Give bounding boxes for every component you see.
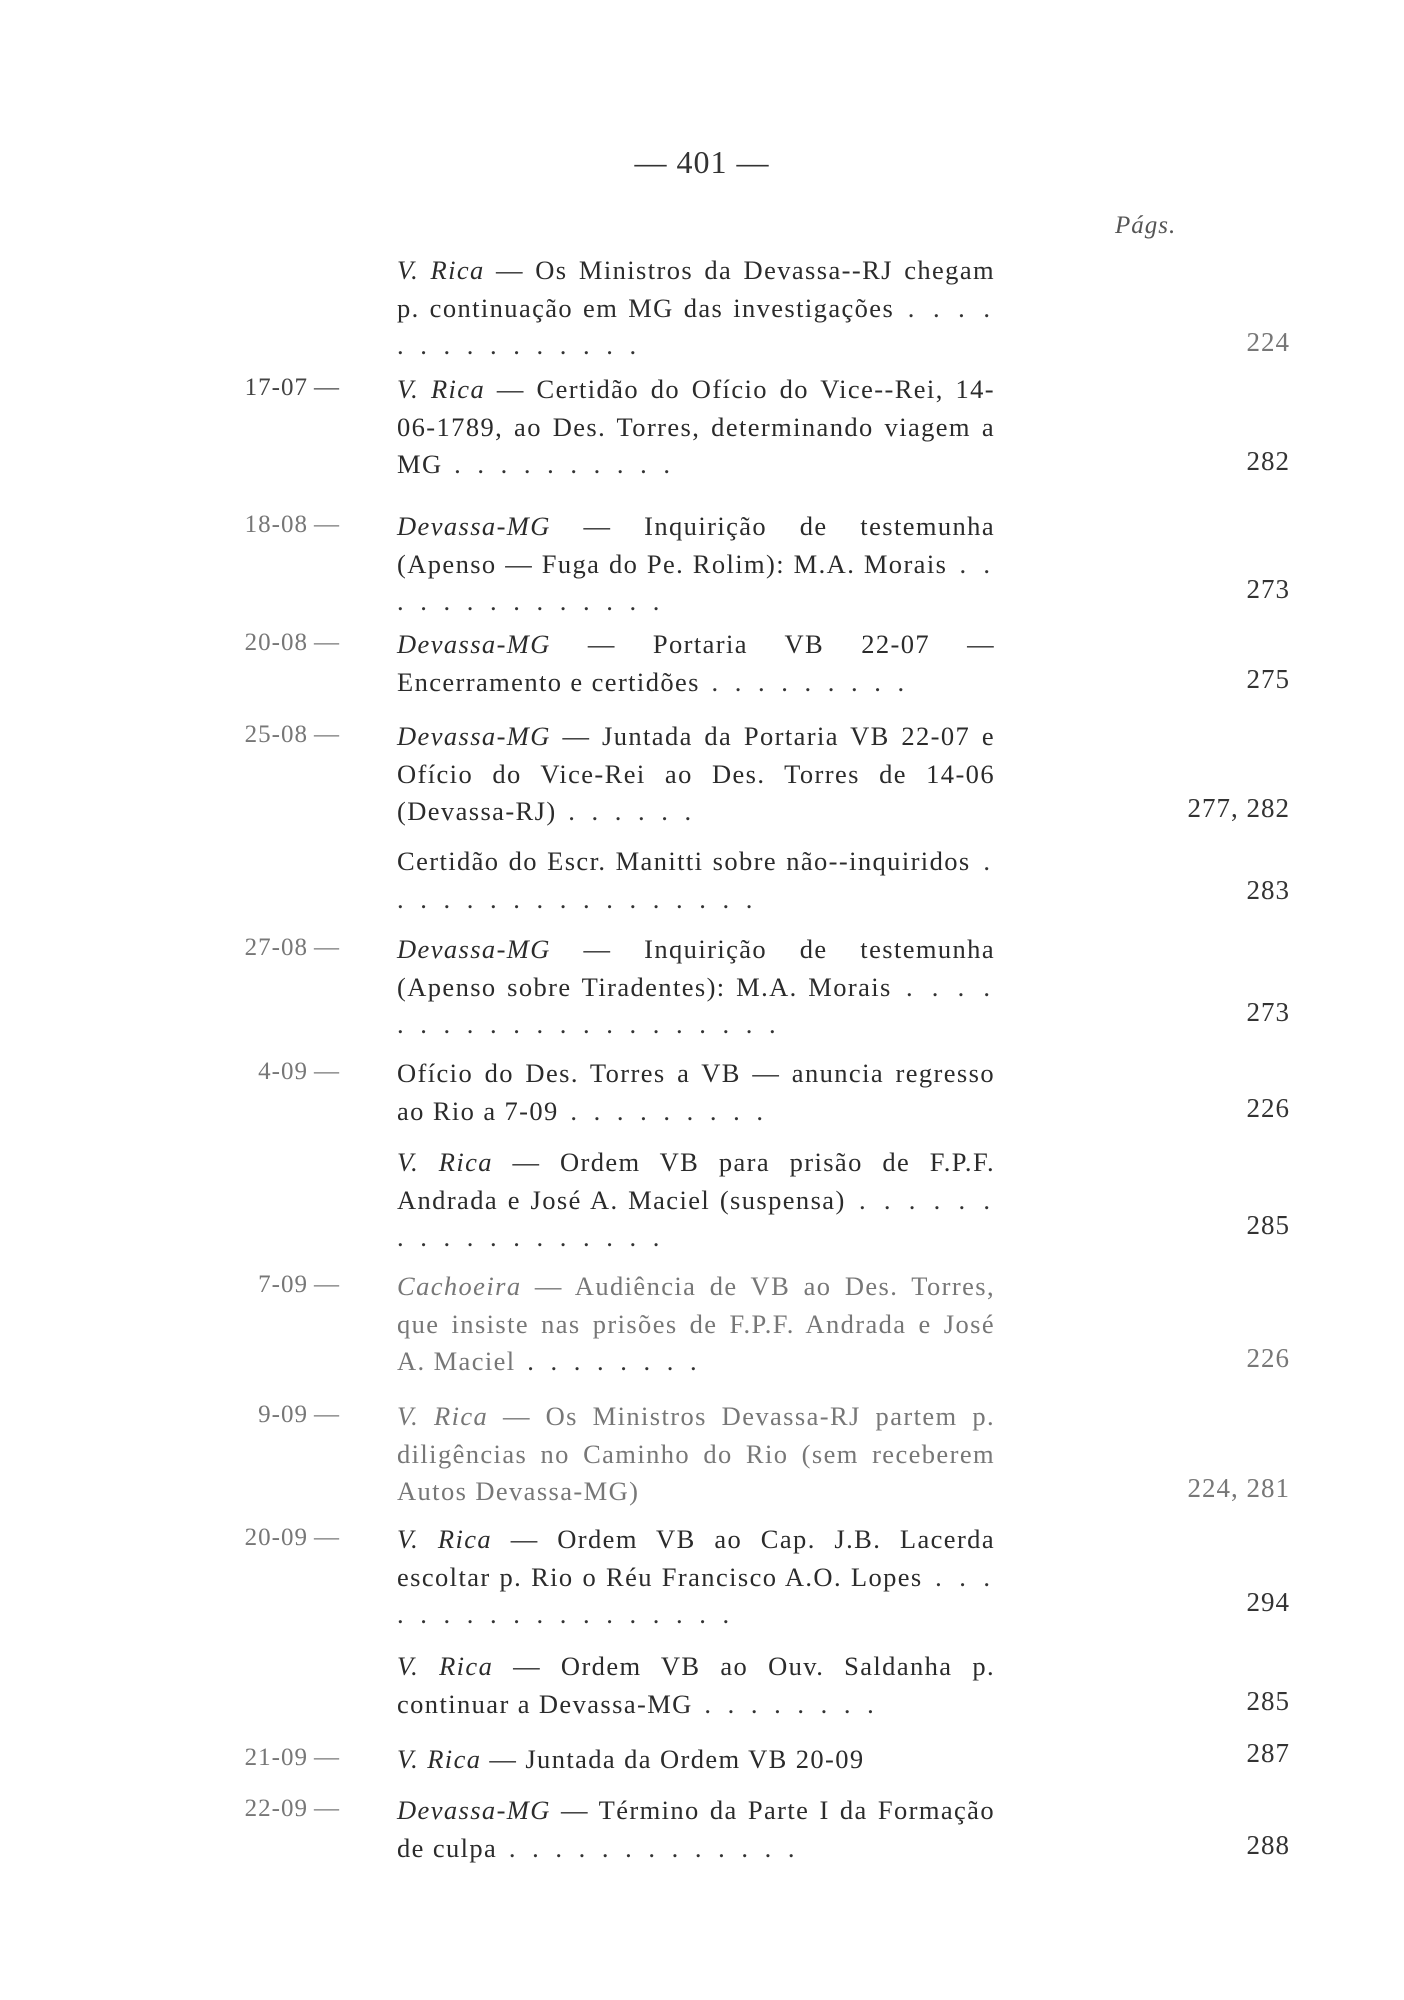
entry-text xyxy=(397,1055,995,1130)
entry-pages: 288 xyxy=(1246,1830,1290,1860)
entry-pages: 287 xyxy=(1246,1738,1290,1768)
page-number: — 401 — xyxy=(634,144,770,180)
dot-leader: . . . . . . . . . . . . . . . xyxy=(397,292,995,360)
entry-text xyxy=(397,843,995,918)
entry-text xyxy=(397,1521,995,1634)
dot-leader: . . . . . . . . . . . . . xyxy=(497,1832,800,1863)
entry-date: 4-09 — xyxy=(258,1058,340,1085)
entry-description: — Certidão do Ofício do Vice--Rei, 14-06-1789, ao Des. Torres, determinando viagem a MG xyxy=(397,374,996,479)
entry-place: Devassa-MG xyxy=(397,934,551,964)
entry-text xyxy=(397,931,995,1044)
entry-place: V. Rica xyxy=(397,1744,482,1774)
entry-description: — Os Ministros da Devassa--RJ chegam p. continuação em MG das investigações xyxy=(397,255,995,323)
entry-description: — Ordem VB ao Cap. J.B. Lacerda escoltar p. Rio o Réu Francisco A.O. Lopes xyxy=(397,1524,995,1592)
entry-pages: 226 xyxy=(1246,1093,1290,1123)
dot-leader: . . . . . . . . xyxy=(515,1346,702,1376)
entry-place: Devassa-MG xyxy=(397,511,551,541)
entry-place: Devassa-MG xyxy=(397,1795,551,1825)
entry-description: — Ordem VB ao Ouv. Saldanha p. continuar a Devassa-MG xyxy=(397,1651,995,1719)
entry-description: — Inquirição de testemunha (Apenso — Fuga do Pe. Rolim): M.A. Morais xyxy=(397,511,995,579)
entry-text xyxy=(397,252,995,365)
entry-text xyxy=(397,1792,995,1867)
entry-date: 22-09 — xyxy=(244,1795,340,1822)
entry-place: V. Rica xyxy=(397,1401,489,1431)
entry-text xyxy=(397,371,995,484)
entry-place: Devassa-MG xyxy=(397,629,551,659)
entry-date: 7-09 — xyxy=(258,1271,340,1298)
entry-text xyxy=(397,1268,995,1381)
entry-text xyxy=(397,1144,995,1257)
entry-pages: 224 xyxy=(1246,327,1290,357)
entry-date: 18-08 — xyxy=(244,511,340,538)
entry-description: — Término da Parte I da Formação de culpa xyxy=(397,1795,995,1863)
entry-description: — Audiência de VB ao Des. Torres, que insiste nas prisões de F.P.F. Andrada e José A. Maciel xyxy=(397,1271,995,1376)
dot-leader: . . . . . . . . . . . . . . xyxy=(397,548,995,616)
entry-description: — Juntada da Portaria VB 22-07 e Ofício do Vice-Rei ao Des. Torres de 14-06 (Devassa-RJ) xyxy=(397,721,995,826)
entry-place: V. Rica xyxy=(397,1651,494,1681)
dot-leader: . . . . . . . . . . . . . . . . . xyxy=(397,846,996,914)
entry-pages: 273 xyxy=(1246,574,1290,604)
entry-text xyxy=(397,508,995,621)
entry-date: 25-08 — xyxy=(244,721,340,748)
entry-place: Cachoeira xyxy=(397,1271,522,1301)
entry-text xyxy=(397,1398,995,1511)
dot-leader: . . . . . . . . xyxy=(692,1688,879,1719)
dot-leader: . . . . . . . . . . . . . . . . . . xyxy=(397,1561,995,1629)
entry-date: 20-09 — xyxy=(244,1524,340,1551)
dot-leader: . . . . . . . . . . . . . . . . . . xyxy=(397,1184,996,1252)
entry-place: V. Rica xyxy=(397,1524,493,1554)
entry-place: V. Rica xyxy=(397,255,485,285)
entry-pages: 273 xyxy=(1246,997,1290,1027)
entry-description: — Juntada da Ordem VB 20-09 xyxy=(481,1744,865,1774)
entry-description: Certidão do Escr. Manitti sobre não--inquiridos xyxy=(397,846,971,876)
entry-place: V. Rica xyxy=(397,1147,493,1177)
entry-description: — Os Ministros Devassa-RJ partem p. diligências no Caminho do Rio (sem receberem Autos Devassa-MG) xyxy=(397,1401,995,1506)
entry-pages: 224, 281 xyxy=(1187,1473,1290,1503)
entry-text xyxy=(397,1741,995,1779)
entry-pages: 226 xyxy=(1246,1343,1290,1373)
entry-date: 9-09 — xyxy=(258,1401,340,1428)
entry-pages: 283 xyxy=(1246,875,1290,905)
entry-date: 20-08 — xyxy=(244,629,340,656)
entry-pages: 275 xyxy=(1246,664,1290,694)
dot-leader: . . . . . . . . . . . . . . . . . . . . . xyxy=(397,971,995,1039)
dot-leader: . . . . . . . . . xyxy=(558,1095,768,1126)
entry-text xyxy=(397,626,995,701)
entry-text xyxy=(397,1648,995,1723)
entry-description: — Portaria VB 22-07 — Encerramento e certidões xyxy=(397,629,995,697)
entry-date: 21-09 — xyxy=(244,1744,340,1771)
dot-leader: . . . . . . xyxy=(556,796,697,826)
entry-pages: 277, 282 xyxy=(1187,793,1290,823)
entry-description: — Inquirição de testemunha (Apenso sobre Tiradentes): M.A. Morais xyxy=(397,934,995,1002)
entry-pages: 294 xyxy=(1246,1587,1290,1617)
entry-pages: 285 xyxy=(1246,1686,1290,1716)
entry-date: 17-07 — xyxy=(244,374,340,401)
dot-leader: . . . . . . . . . xyxy=(699,666,910,697)
entry-place: Devassa-MG xyxy=(397,721,551,751)
dot-leader: . . . . . . . . . . xyxy=(442,449,676,479)
entry-date: 27-08 — xyxy=(244,934,340,961)
entry-place: V. Rica xyxy=(397,374,486,404)
entry-pages: 282 xyxy=(1246,446,1290,476)
pages-column-header: Págs. xyxy=(1115,212,1177,239)
entry-pages: 285 xyxy=(1246,1210,1290,1240)
entry-text xyxy=(397,718,995,831)
entry-description: — Ordem VB para prisão de F.P.F. Andrada e José A. Maciel (suspensa) xyxy=(397,1147,996,1215)
entry-description: Ofício do Des. Torres a VB — anuncia regresso ao Rio a 7-09 xyxy=(397,1058,995,1126)
